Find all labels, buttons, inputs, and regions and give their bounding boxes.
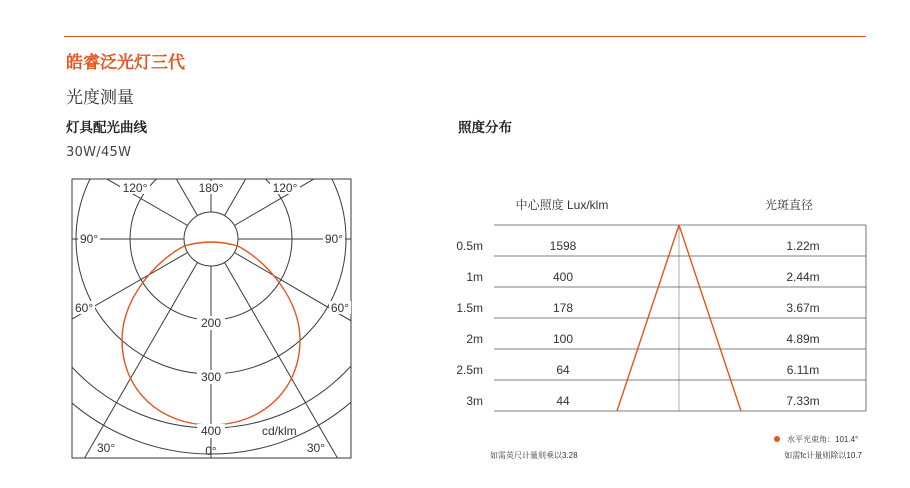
row-illuminance: 64 xyxy=(556,363,570,377)
row-diameter: 2.44m xyxy=(786,270,820,284)
row-distance: 2m xyxy=(466,332,483,346)
angle-label-60-left: 60° xyxy=(75,301,94,315)
angle-label-180: 180° xyxy=(198,181,224,195)
ring-label-300: 300 xyxy=(200,370,222,384)
row-diameter: 3.67m xyxy=(786,301,820,315)
row-diameter: 1.22m xyxy=(786,239,820,253)
angle-label-120-left: 120° xyxy=(122,181,148,195)
row-illuminance: 400 xyxy=(552,270,574,284)
power-rating: 30W/45W xyxy=(66,145,132,160)
row-distance: 1m xyxy=(466,270,483,284)
angle-label-30-left: 30° xyxy=(97,441,116,455)
row-diameter: 6.11m xyxy=(786,363,820,377)
ring-label-200: 200 xyxy=(200,316,222,330)
note-fc: 如需fc计量则除以10.7 xyxy=(784,451,862,460)
angle-label-30-right: 30° xyxy=(306,441,325,455)
angle-label-120-right: 120° xyxy=(272,181,298,195)
row-illuminance: 100 xyxy=(552,332,574,346)
note-feet: 如需英尺计量则乘以3.28 xyxy=(490,451,578,460)
row-illuminance: 178 xyxy=(552,301,574,315)
row-distance: 3m xyxy=(466,394,483,408)
unit-label: cd/klm xyxy=(262,424,297,438)
row-diameter: 7.33m xyxy=(786,394,820,408)
ring-label-400: 400 xyxy=(200,424,222,438)
beam-legend-dot xyxy=(774,436,780,442)
angle-label-0: 0° xyxy=(205,444,217,458)
row-illuminance: 1598 xyxy=(549,239,577,253)
light-curve-heading: 灯具配光曲线 xyxy=(66,120,147,136)
section-subtitle: 光度测量 xyxy=(66,88,134,108)
row-illuminance: 44 xyxy=(556,394,570,408)
angle-label-90-right: 90° xyxy=(324,232,343,246)
beam-angle-label: 水平光束角：101.4° xyxy=(787,435,859,444)
row-distance: 2.5m xyxy=(456,363,483,377)
row-distance: 1.5m xyxy=(456,301,483,315)
angle-label-90-left: 90° xyxy=(80,232,99,246)
angle-label-60-right: 60° xyxy=(330,301,349,315)
row-distance: 0.5m xyxy=(456,239,483,253)
illuminance-heading: 照度分布 xyxy=(458,120,512,136)
page-title: 皓睿泛光灯三代 xyxy=(66,53,185,73)
row-diameter: 4.89m xyxy=(786,332,820,346)
col-header-diameter: 光斑直径 xyxy=(764,198,814,212)
col-header-illuminance: 中心照度 Lux/klm xyxy=(515,198,609,212)
